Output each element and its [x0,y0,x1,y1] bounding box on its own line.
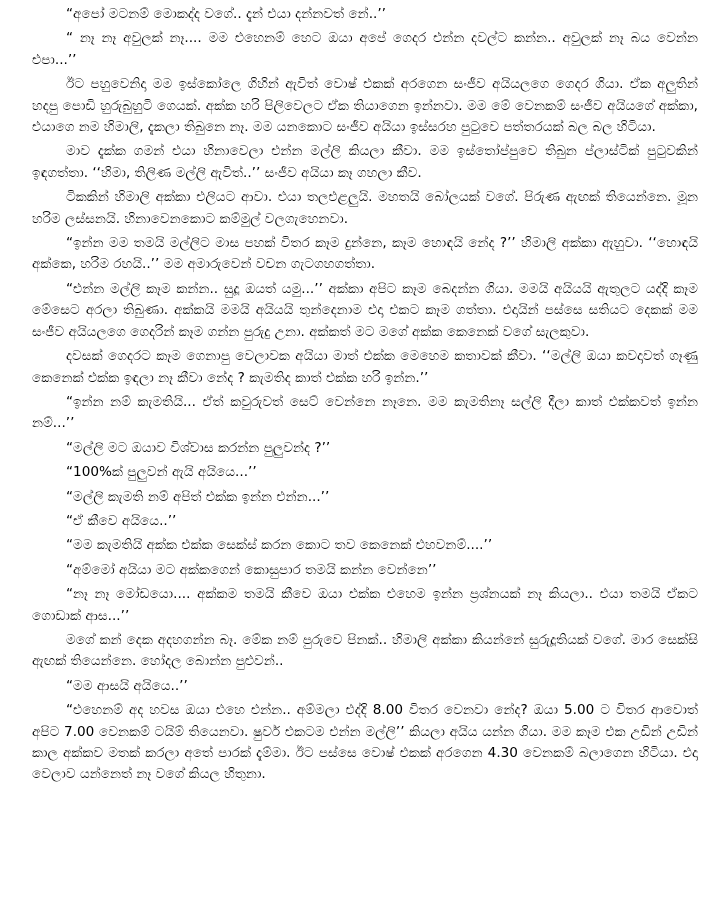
paragraph: ඊට පහුවෙනිදා මම ඉස්කෝලෙ ගිහින් ඇවිත් වොෂ් එකක් අරගෙන සංජීව අයියලගෙ ගෙදර ගියා. ඒක අලුතින් හදපු පොඩි හුරුබුහුටි ගෙයක්. අක්ක හරි පිලිවෙලට ඒක තියාගෙන ඉන්නවා. මම මේ වෙනකම් සංජීව අයියගේ අක්කා, එයාගෙ නම හිමාලි, දැකලා තිබුනෙ නෑ. මම යනකොට සංජීව අයියා ඉස්සරහ පුටුවෙ පත්තරයක් බල බල හිටියා. [32,76,698,136]
paragraph: “ඒ කීවෙ අයියෙ..’’ [66,512,177,529]
paragraph: “100%ක් පුලුවන් ඇයි අයියෙ...’’ [66,464,257,481]
paragraph: “මල්ලි කැමති නම් අපිත් එක්ක ඉන්න එන්න...’’ [66,488,330,505]
paragraph: “නෑ නෑ මෝඩයො.... අක්කම තමයි කීවෙ ඔයා එක්ක එහෙම ඉන්න ප්‍රශ්නයක් නෑ කියලා.. එයා තමයි ඒකට ගොඩාක් ආස...’’ [32,586,698,624]
paragraph: “එන්න මල්ලි කෑම කන්න.. සුදූ ඔයත් යමු...’’ අක්කා අපිට කෑම බෙදන්න ගියා. මමයි අයියයි ඇතුලට යද්දි කෑම මේසෙට අරලා තිබුණා. අක්කයි මමයි අයියයි තුන්දෙනාම එදා එකට කෑම ගත්තා. එදායින් පස්සෙ සතියට දෙකක් මම සංජීව අයියලගෙ ගෙදරින් කෑම ගන්න පුරුදු උනා. අක්කත් මට මගේ අක්ක කෙනෙක් වගේ සැලකුවා. [32,280,698,340]
paragraph: දවසක් ගෙදරට කෑම ගෙනාපු වෙලාවක අයියා මාත් එක්ක මෙහෙම කතාවක් කීවා. ‘‘මල්ලි ඔයා කවදාවත් ගෑණු කෙනෙක් එක්ක ඉඳලා නෑ කීවා නේද ? කැමතිද කාත් එක්ක හරි ඉන්න.’’ [32,348,698,386]
paragraph: “මම කැමතියි අක්ක එක්ක සෙක්ස් කරන කොට තව කෙනෙක් එහවනම්....’’ [66,537,493,554]
paragraph: මගේ කන් දෙක අදහගන්න බෑ. මේක නම් පුරුවෙ පිනක්.. හිමාලි අක්කා කියන්නේ සුරුදූතියක් වගේ. මාර සෙක්සි ඇඟක් තියෙන්නෙ. හෝදල බොන්න පුළුවන්.. [32,631,698,670]
paragraph: “මල්ලි මට ඔයාව විශ්වාස කරන්න පුලුවන්ද ?’’ [66,439,331,456]
paragraph: “ඉන්න නම් කැමතියි... ඒත් කවුරුවත් සෙට් වෙන්නෙ නෑනෙ. මම කැමතිනෑ සල්ලි දීලා කාත් එක්කවත් ඉන්න නම්...’’ [32,393,698,432]
paragraph: ටිකකින් හිමාලි අක්කා එලියට ආවා. එයා තලඑළලුයි. මහතයි බෝලයක් වගේ. පිරුණ ඇඟක් තියෙන්නෙ. මූන හරිම ලස්සනයි. හිනාවෙනකොට කම්මුල් වලගැහෙනවා. [32,189,698,227]
paragraph: මාව දැක්ක ගමන් එයා හිනාවෙලා එන්න මල්ලි කියලා කීවා. මම ඉස්තෝප්පුවෙ තිබුන ප්ලාස්ටික් පුටුවකින් ඉඳගත්තා. ‘‘හිමා, තිලිණ මල්ලි ඇවිත්..’’ සංජීව අයියා කෑ ගහලා කීව. [32,143,698,181]
paragraph: “මම ආසයි අයියෙ..’’ [66,677,188,694]
paragraph: “ නෑ නෑ අවුලක් නෑ.... මම එහෙනම් හෙට ඔයා අපේ ගෙදර එන්න දවල්ට කන්න.. අවුලක් නෑ බය වෙන්න එපා...’’ [32,30,698,68]
paragraph: “අම්මෝ අයියා මට අක්කගෙන් කොසුපාර තමයි කන්න වෙන්නෙ’’ [66,561,437,578]
paragraph: “එහෙනම් අද හවස ඔයා එහෙ එන්න.. අම්මලා එද්දි 8.00 විතර වෙනවා නේද? ඔයා 5.00 ට විතර ආවොත් අපිට 7.00 වෙනකම් ටයිම් තියෙනවා. ෂුවර් එකටම එන්න මල්ලි’’ කියලා අයිය යන්න ගියා. මම කෑම එක උඩින් උඩින් කාල අක්කව මතක් කරලා අතේ පාරක් දැම්මා. ඊට පස්සෙ වොෂ් එකක් අරගෙන 4.30 වෙනකම් බලාගෙන හිටියා. එදා වෙලාව යන්නෙත් නෑ වගේ කියල හිතුනා. [32,702,698,783]
paragraph: “ඉන්න මම තමයි මල්ලිට මාස පහක් විතර කෑම දුන්නෙ, කෑම හොඳයි නේද ?’’ හිමාලි අක්කා ඇහුවා. ‘‘හොඳයි අක්කෙ, හරිම රහයි..’’ මම අමාරුවෙන් වචන ගැටගහගත්තා. [32,235,698,273]
paragraph: “අපෝ මටනම් මොකද්ද වගේ.. දැන් එයා දන්නවත් නේ..’’ [66,6,386,22]
